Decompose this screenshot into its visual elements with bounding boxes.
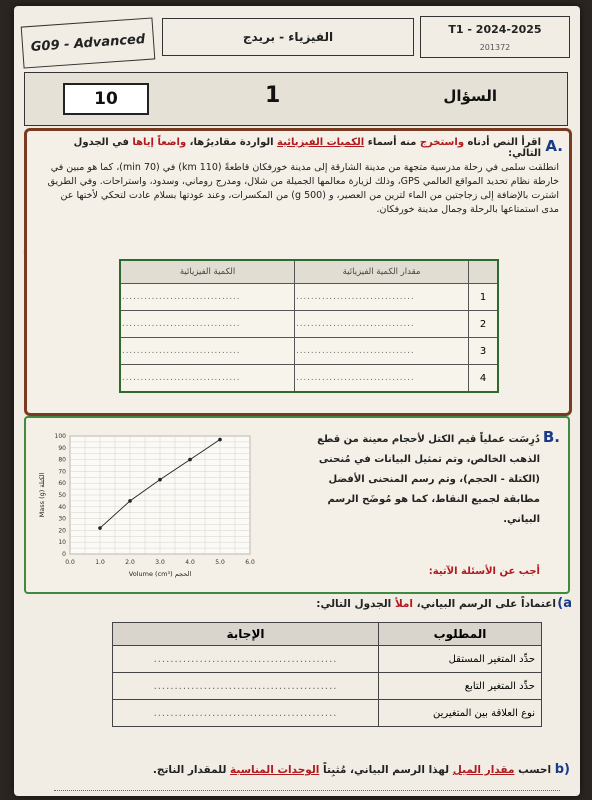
data-point	[218, 438, 222, 442]
title-part: اعتماداً على الرسم البياني،	[413, 598, 556, 610]
x-axis-label: Volume (cm³) الحجم	[128, 570, 192, 578]
instr-highlight: واضعاً إياها	[132, 137, 187, 148]
worksheet-page	[14, 6, 580, 796]
marks-box	[63, 83, 149, 115]
section-b	[24, 416, 570, 594]
exam-code: 201372	[479, 43, 511, 52]
y-tick-label: 100	[54, 433, 66, 440]
partb-text: لهذا الرسم البياني، مُثبِتاً	[319, 764, 453, 776]
title-part: الجدول التالي:	[316, 598, 395, 610]
data-point	[128, 499, 132, 503]
y-tick-label: 90	[58, 444, 66, 452]
title-highlight: املأ	[394, 598, 414, 610]
table-row	[120, 311, 498, 338]
data-point	[98, 526, 102, 530]
partb-highlight: مقدار الميل	[452, 764, 515, 776]
question-label: السؤال	[443, 87, 497, 105]
y-tick-label: 60	[58, 480, 66, 488]
answer-prompt: أجب عن الأسئلة الآتية:	[428, 566, 540, 577]
x-tick-label: 2.0	[125, 559, 135, 566]
subject-label: الفيزياء - بريدج	[242, 30, 334, 44]
question-number: 1	[265, 83, 281, 108]
x-tick-label: 5.0	[215, 559, 225, 566]
question-cell: حدِّد المتغير المستقل	[379, 646, 542, 673]
term-box	[420, 16, 570, 58]
y-tick-label: 70	[58, 468, 66, 476]
part-a-letter: (a	[557, 596, 572, 611]
table-row	[120, 365, 498, 393]
partb-text: للمقدار الناتج.	[152, 764, 231, 776]
answer-cell[interactable]: ................................	[295, 284, 469, 311]
y-tick-label: 30	[58, 515, 66, 523]
answer-line[interactable]	[54, 790, 560, 791]
graph-questions-table	[112, 622, 542, 727]
col-required: المطلوب	[379, 623, 542, 646]
data-point	[188, 458, 192, 462]
answer-cell[interactable]: ................................	[295, 311, 469, 338]
instr-highlight: واستخرج	[419, 137, 465, 148]
col-value: مقدار الكمية الفيزيائية	[295, 260, 469, 284]
row-number: 4	[469, 365, 499, 393]
marks-value: 10	[94, 89, 118, 109]
x-tick-label: 1.0	[95, 559, 105, 566]
y-tick-label: 80	[58, 456, 66, 464]
question-cell: نوع العلاقة بين المتغيرين	[379, 700, 542, 727]
part-b-letter: (b	[554, 762, 570, 777]
row-number: 2	[469, 311, 499, 338]
y-tick-label: 40	[58, 503, 66, 511]
x-tick-label: 6.0	[245, 559, 255, 566]
instr-part: منه أسماء	[364, 137, 420, 148]
col-answer: الإجابة	[113, 623, 379, 646]
grade-label: G09 - Advanced	[30, 31, 146, 55]
row-number: 3	[469, 338, 499, 365]
chart-svg	[32, 426, 272, 586]
table-row	[113, 700, 542, 727]
table-row	[120, 284, 498, 311]
instr-part: الواردة مقاديرُها،	[186, 137, 278, 148]
col-number	[469, 260, 499, 284]
y-tick-label: 10	[58, 539, 66, 547]
table-row	[120, 338, 498, 365]
table-row	[113, 646, 542, 673]
quantities-table	[119, 259, 499, 393]
answer-cell[interactable]: ................................	[295, 338, 469, 365]
answer-cell[interactable]: ................................	[295, 365, 469, 393]
section-a-paragraph: انطلقت سلمى في رحلة مدرسية متجهة من مدينة الشارقة إلى مدينة خورفكان قاطعةً (110 km) في (70 min)، كما هو مبين في خارطة نظام تحديد المواقع العالمي GPS، وذلك لزيارة معالمها الجميلة من شلال، ومدرج روماني، وسدود، واستراحات. وفي الطريق اشترت بالإضافة إلى زجاجتين من الماء لترين من العصير، و (500 g) من المكسرات، وعند عودتها بسلام عادت لتحكي لأختها عن مدى استمتاعها بالرحلة وجمال مدينة خورفكان.	[47, 162, 559, 215]
x-tick-label: 0.0	[65, 559, 75, 566]
partb-text: احسب	[514, 764, 555, 776]
answer-cell[interactable]: ............................................	[113, 673, 379, 700]
subject-box	[162, 18, 414, 56]
data-point	[158, 478, 162, 482]
header	[22, 12, 568, 70]
x-tick-label: 4.0	[185, 559, 195, 566]
term-label: T1 - 2024-2025	[448, 23, 542, 36]
section-b-letter: B.	[542, 428, 560, 446]
part-b	[30, 762, 570, 777]
instr-part: في الجدول التالي:	[73, 137, 541, 159]
mass-volume-chart	[32, 426, 272, 586]
question-cell: حدِّد المتغير التابع	[379, 673, 542, 700]
col-quantity: الكمية الفيزيائية	[120, 260, 295, 284]
question-row	[24, 72, 568, 126]
y-tick-label: 0	[62, 551, 66, 558]
answer-cell[interactable]: ............................................	[113, 646, 379, 673]
table-row	[113, 673, 542, 700]
grade-box	[21, 17, 156, 68]
section-a-instruction	[61, 137, 541, 159]
y-axis-label: Mass (g) الكتلة	[38, 472, 46, 518]
answer-cell[interactable]: ................................	[120, 338, 295, 365]
instr-highlight: الكميات الفيزيائية	[277, 137, 365, 148]
section-a	[24, 128, 572, 416]
answer-cell[interactable]: ................................	[120, 311, 295, 338]
row-number: 1	[469, 284, 499, 311]
instr-part: اقرأ النص أدناه	[464, 137, 541, 148]
x-tick-label: 3.0	[155, 559, 165, 566]
y-tick-label: 50	[58, 492, 66, 499]
section-a-letter: A.	[545, 137, 563, 155]
section-b-paragraph: دُرِسَت عملياً قيم الكتل لأحجام معينة من قطع الذهب الخالص، وتم تمثيل البيانات في مُنحنى (الكتلة - الحجم)، وتم رسم المنحنى الأفضل مطابقة لجميع النقاط، كما هو مُوضَح الرسم البياني.	[317, 434, 540, 525]
answer-cell[interactable]: ................................	[120, 284, 295, 311]
answer-cell[interactable]: ............................................	[113, 700, 379, 727]
partb-highlight: الوحدات المناسبة	[230, 764, 320, 776]
y-tick-label: 20	[58, 527, 66, 535]
answer-cell[interactable]: ................................	[120, 365, 295, 393]
part-a-title	[36, 598, 556, 610]
